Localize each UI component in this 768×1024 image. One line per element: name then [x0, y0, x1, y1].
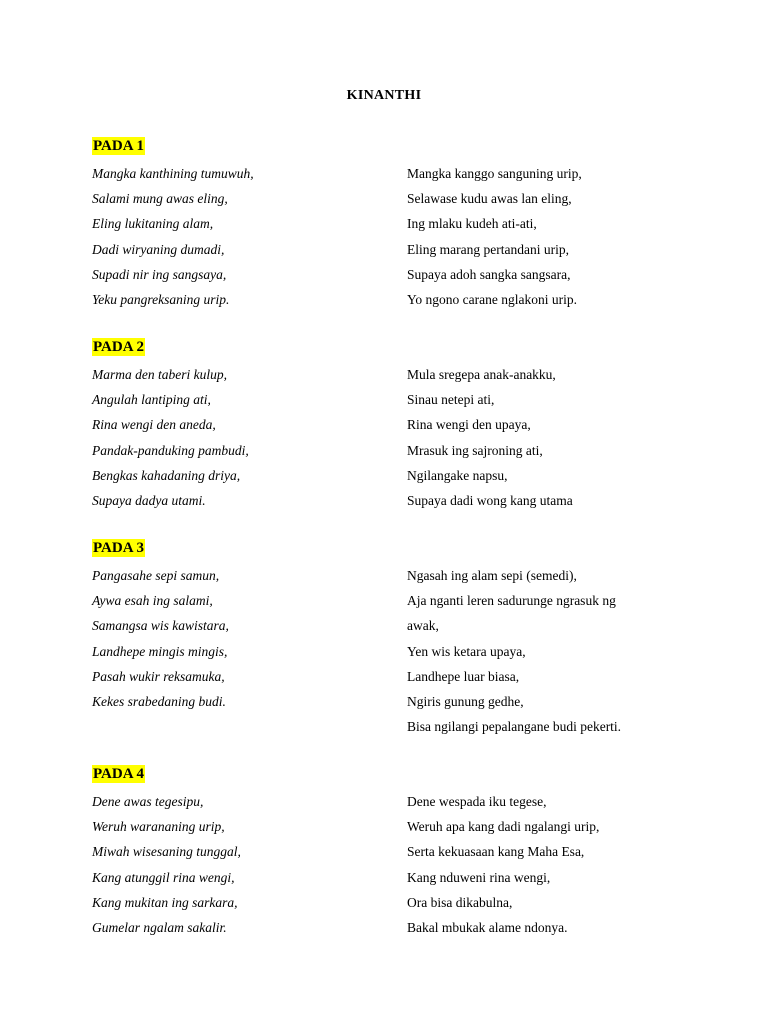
verse-line: Mangka kanthining tumuwuh, — [92, 166, 254, 181]
translation-line: Mangka kanggo sanguning urip, — [407, 166, 582, 181]
translation-line: Ngiris gunung gedhe, — [407, 693, 524, 709]
translation-column — [407, 362, 677, 513]
verse-line: Bengkas kahadaning driya, — [92, 467, 241, 483]
translation-line: Eling marang pertandani urip, — [407, 241, 569, 257]
stanza-heading: PADA 3 — [93, 540, 144, 556]
translation-line: Ing mlaku kudeh ati-ati, — [407, 216, 537, 232]
translation-line: Ora bisa dikabulna, — [407, 894, 513, 910]
translation-line: Bisa ngilangi pepalangane budi pekerti. — [407, 719, 622, 735]
translation-line: Weruh apa kang dadi ngalangi urip, — [407, 819, 600, 835]
verse-line: Supadi nir ing sangsaya, — [92, 266, 227, 282]
verse-line: Aywa esah ing salami, — [92, 593, 213, 609]
verse-line: Marma den taberi kulup, — [92, 367, 227, 382]
translation-line: Landhepe luar biasa, — [407, 668, 520, 684]
verse-line: Landhepe mingis mingis, — [92, 643, 228, 659]
stanza-heading: PADA 1 — [93, 138, 144, 154]
verse-line: Dene awas tegesipu, — [92, 794, 204, 809]
translation-line: awak, — [407, 618, 439, 634]
translation-line: Kang nduweni rina wengi, — [407, 869, 551, 885]
javanese-column — [92, 563, 392, 714]
translation-column — [407, 563, 677, 739]
verse-line: Rina wengi den aneda, — [92, 417, 216, 433]
translation-line: Rina wengi den upaya, — [407, 417, 531, 433]
verse-line: Gumelar ngalam sakalir. — [92, 919, 227, 935]
verse-line: Pasah wukir reksamuka, — [92, 668, 225, 684]
verse-line: Miwah wisesaning tunggal, — [92, 844, 241, 860]
translation-column — [407, 789, 677, 940]
translation-line: Yo ngono carane nglakoni urip. — [407, 291, 577, 307]
verse-line: Supaya dadya utami. — [92, 492, 206, 508]
translation-line: Ngilangake napsu, — [407, 467, 508, 483]
verse-line: Kang atunggil rina wengi, — [92, 869, 235, 885]
translation-line: Ngasah ing alam sepi (semedi), — [407, 568, 577, 583]
translation-line: Yen wis ketara upaya, — [407, 643, 526, 659]
translation-line: Mula sregepa anak-anakku, — [407, 367, 556, 382]
translation-line: Supaya dadi wong kang utama — [407, 492, 573, 508]
verse-line: Kang mukitan ing sarkara, — [92, 894, 238, 910]
verse-line: Angulah lantiping ati, — [92, 392, 211, 408]
translation-line: Dene wespada iku tegese, — [407, 794, 547, 809]
translation-column — [407, 161, 677, 312]
translation-line: Sinau netepi ati, — [407, 392, 495, 408]
stanza-4 — [92, 765, 692, 935]
verse-line: Pangasahe sepi samun, — [92, 568, 220, 583]
stanza-2 — [92, 338, 692, 508]
verse-line: Dadi wiryaning dumadi, — [92, 241, 225, 257]
stanza-3 — [92, 539, 692, 735]
translation-line: Mrasuk ing sajroning ati, — [407, 442, 543, 458]
translation-line: Serta kekuasaan kang Maha Esa, — [407, 844, 585, 860]
verse-line: Weruh warananing urip, — [92, 819, 225, 835]
translation-line: Selawase kudu awas lan eling, — [407, 191, 572, 207]
page-title: KINANTHI — [346, 88, 422, 103]
verse-line: Eling lukitaning alam, — [92, 216, 214, 232]
javanese-column — [92, 362, 392, 513]
verse-line: Samangsa wis kawistara, — [92, 618, 229, 634]
translation-line: Bakal mbukak alame ndonya. — [407, 919, 568, 935]
verse-line: Pandak-panduking pambudi, — [92, 442, 249, 458]
stanza-1 — [92, 137, 692, 307]
translation-line: Aja nganti leren sadurunge ngrasuk ng — [407, 593, 616, 609]
stanza-heading: PADA 4 — [93, 766, 144, 782]
verse-line: Yeku pangreksaning urip. — [92, 291, 230, 307]
stanza-heading: PADA 2 — [93, 339, 144, 355]
javanese-column — [92, 161, 392, 312]
javanese-column — [92, 789, 392, 940]
translation-line: Supaya adoh sangka sangsara, — [407, 266, 571, 282]
verse-line: Kekes srabedaning budi. — [92, 693, 226, 709]
verse-line: Salami mung awas eling, — [92, 191, 228, 207]
